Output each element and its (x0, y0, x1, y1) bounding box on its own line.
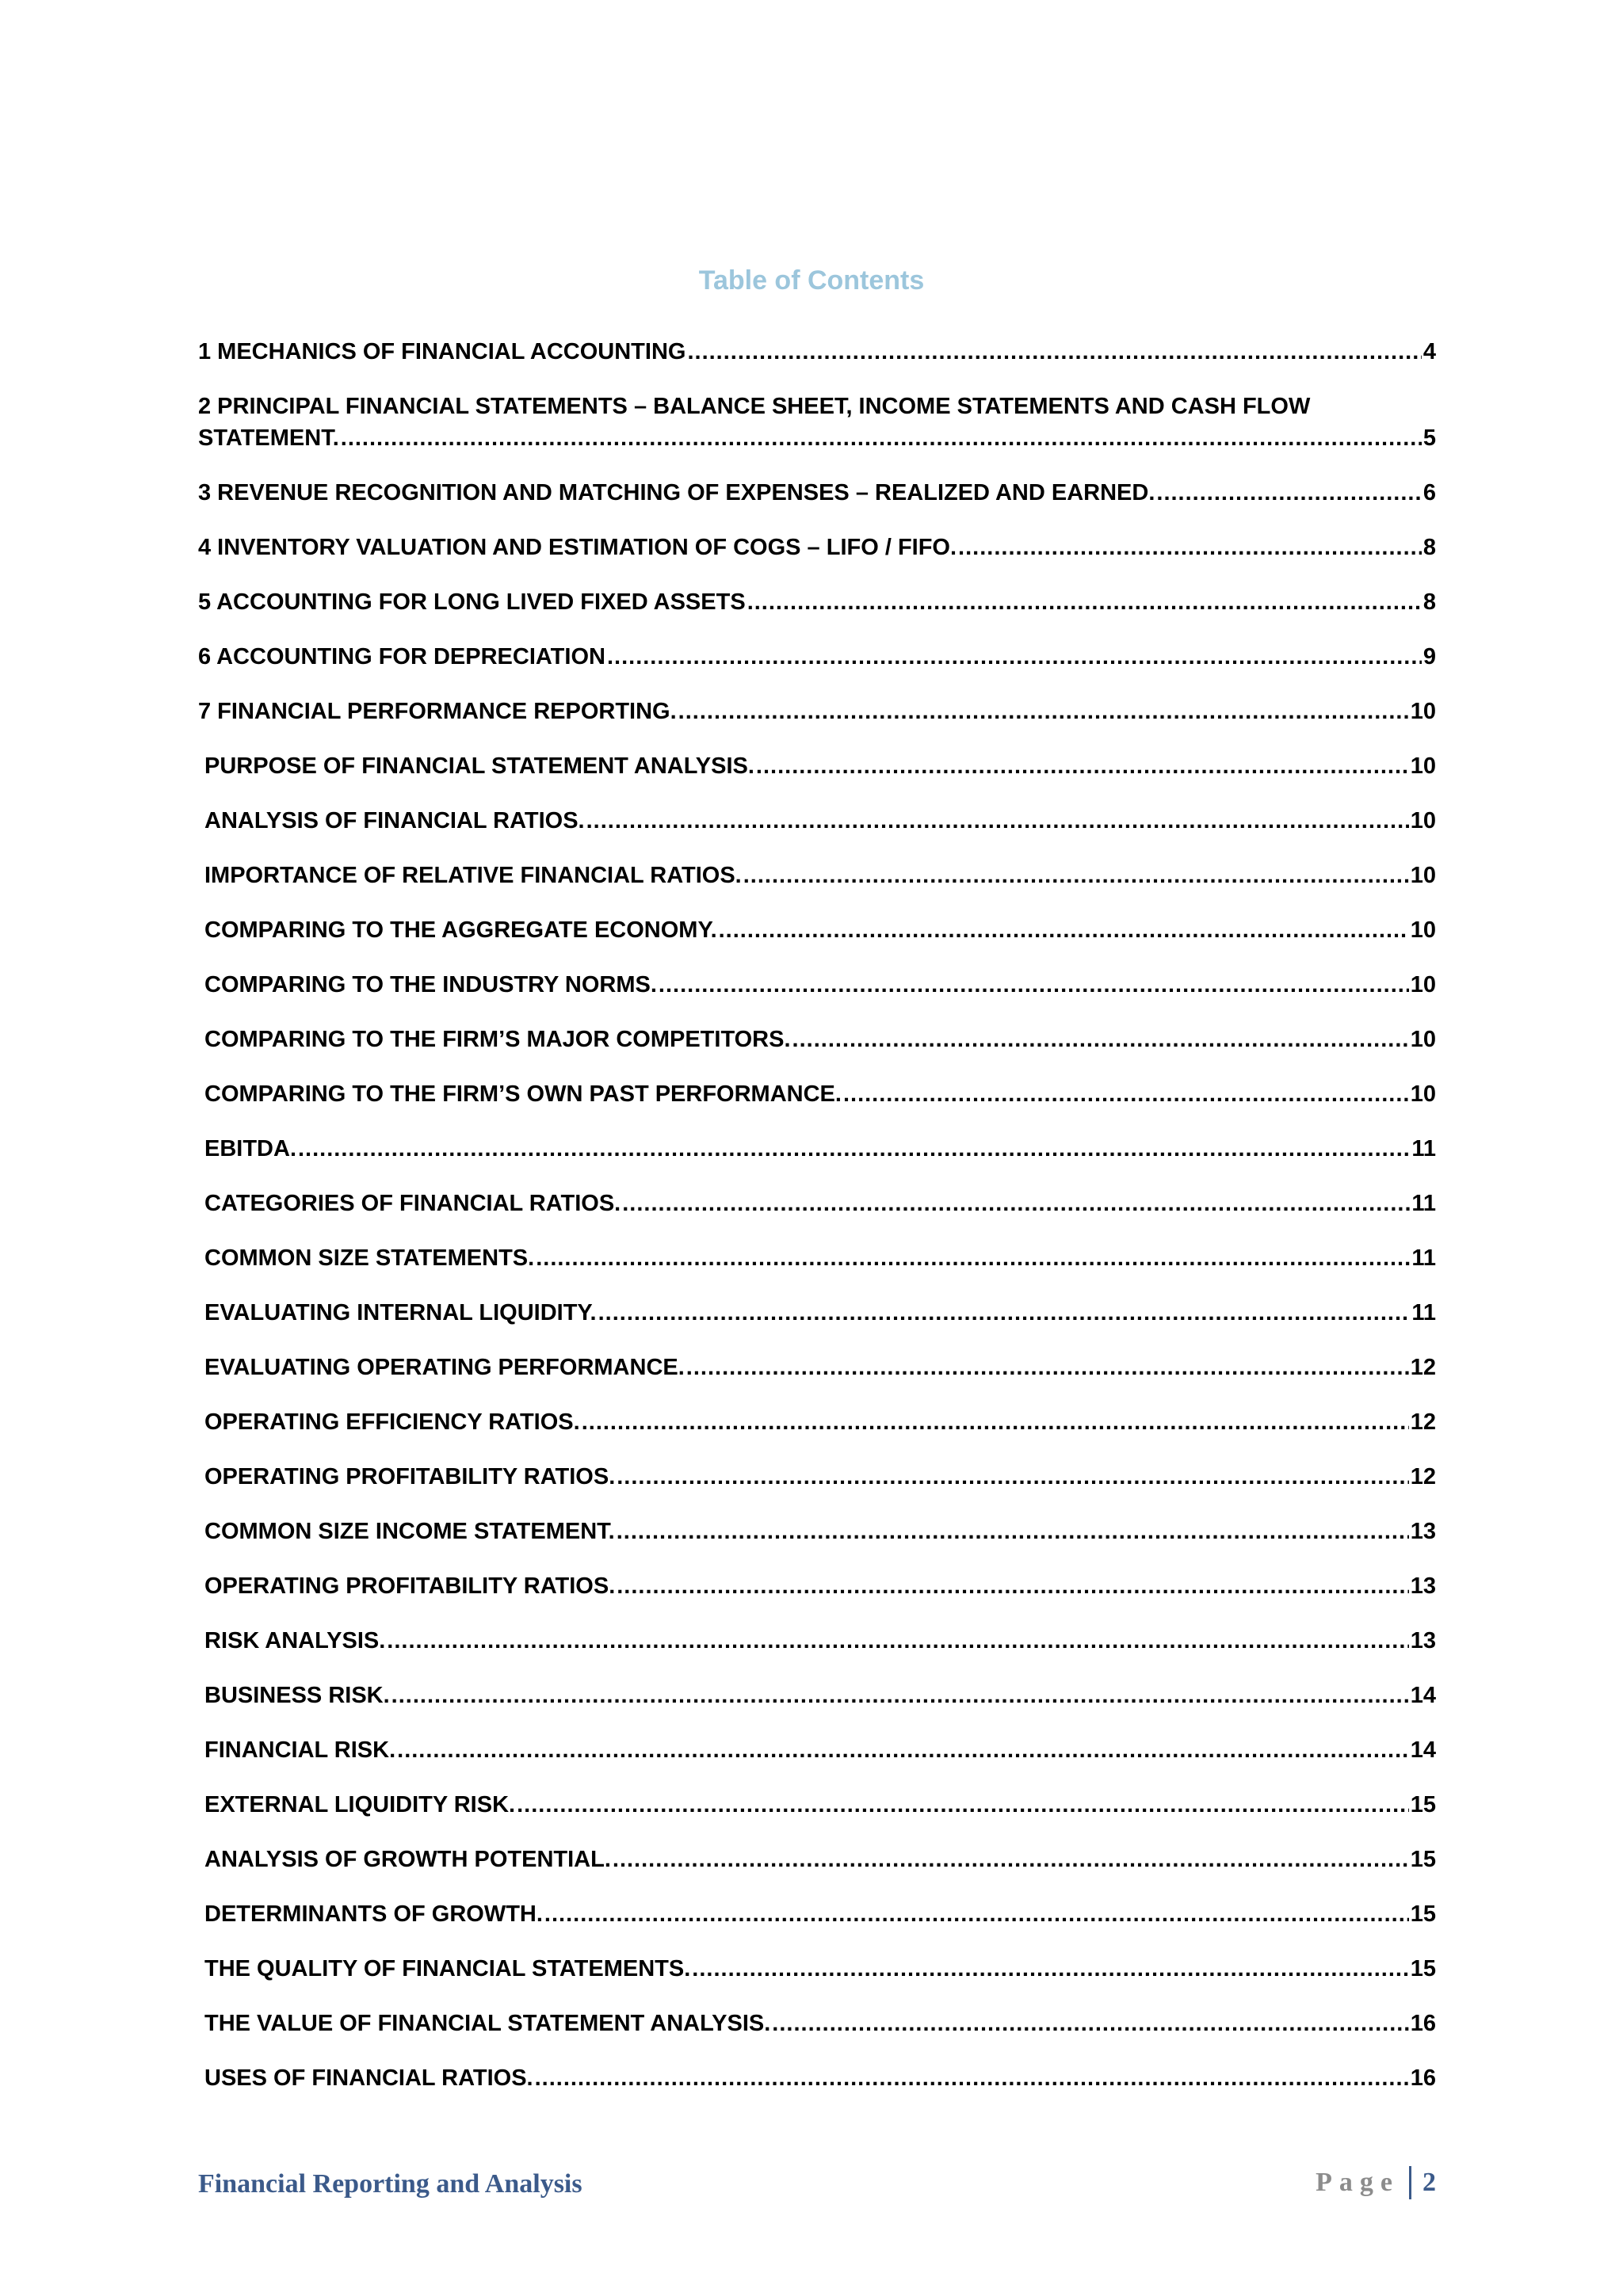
toc-entry-label: 7 FINANCIAL PERFORMANCE REPORTING. (198, 699, 677, 724)
toc-entry-label: 5 ACCOUNTING FOR LONG LIVED FIXED ASSETS (198, 589, 746, 615)
toc-entry[interactable] (198, 1024, 1436, 1055)
toc-dot-leader (535, 2062, 1409, 2094)
toc-entry-page-number: 4 (1423, 339, 1436, 364)
toc-dot-leader (613, 1844, 1409, 1875)
toc-entry-page-number: 14 (1410, 1737, 1436, 1763)
toc-dot-leader (686, 1352, 1409, 1383)
toc-entry-page-number: 10 (1410, 1027, 1436, 1052)
toc-entry[interactable] (198, 1898, 1436, 1930)
toc-entry-page-number: 15 (1410, 1792, 1436, 1817)
toc-entry-page-number: 5 (1423, 425, 1436, 451)
toc-entry[interactable] (198, 750, 1436, 782)
toc-entry-label: EVALUATING INTERNAL LIQUIDITY. (204, 1300, 597, 1325)
toc-entry[interactable] (198, 2062, 1436, 2094)
toc-entry-page-number: 8 (1423, 535, 1436, 560)
toc-dot-leader (598, 1297, 1411, 1329)
toc-entry[interactable] (198, 1734, 1436, 1766)
toc-entry-label: COMPARING TO THE INDUSTRY NORMS. (204, 972, 657, 997)
toc-dot-leader (1156, 477, 1421, 509)
toc-entry-page-number: 11 (1411, 1300, 1436, 1325)
toc-dot-leader (792, 1024, 1409, 1055)
toc-entry-page-number: 11 (1411, 1245, 1436, 1271)
footer-page-number: 2 (1423, 2168, 1436, 2197)
toc-entry-label: OPERATING PROFITABILITY RATIOS. (204, 1573, 616, 1599)
toc-entry[interactable] (198, 805, 1436, 837)
toc-dot-leader (692, 1953, 1408, 1985)
toc-entry-page-number: 9 (1423, 644, 1436, 669)
toc-dot-leader (678, 696, 1409, 727)
toc-entry-label: COMMON SIZE STATEMENTS. (204, 1245, 535, 1271)
toc-entry[interactable] (198, 1461, 1436, 1493)
toc-dot-leader (617, 1461, 1408, 1493)
toc-entry[interactable] (198, 641, 1436, 673)
toc-entry[interactable] (198, 1953, 1436, 1985)
toc-entry-label: OPERATING EFFICIENCY RATIOS. (204, 1409, 580, 1435)
toc-dot-leader (517, 1789, 1409, 1821)
toc-dot-leader (607, 641, 1422, 673)
toc-entry[interactable] (198, 391, 1436, 454)
toc-entry-label: 1 MECHANICS OF FINANCIAL ACCOUNTING (198, 339, 686, 364)
toc-entry-label: ANALYSIS OF FINANCIAL RATIOS. (204, 808, 585, 833)
footer-separator (1409, 2166, 1411, 2199)
toc-dot-leader (544, 1898, 1409, 1930)
toc-dot-leader (298, 1133, 1410, 1165)
toc-entry[interactable] (198, 914, 1436, 946)
toc-entry[interactable] (198, 1078, 1436, 1110)
footer-document-title: Financial Reporting and Analysis (198, 2169, 582, 2199)
toc-entry-label: ANALYSIS OF GROWTH POTENTIAL. (204, 1847, 611, 1872)
toc-entry-label: IMPORTANCE OF RELATIVE FINANCIAL RATIOS. (204, 863, 742, 888)
toc-entry[interactable] (198, 860, 1436, 891)
toc-entry-page-number: 12 (1410, 1409, 1436, 1435)
toc-entry[interactable] (198, 1188, 1436, 1219)
toc-dot-leader (536, 1242, 1410, 1274)
toc-entry-label: COMPARING TO THE FIRM’S OWN PAST PERFORMANCE. (204, 1081, 842, 1107)
toc-entry[interactable] (198, 1625, 1436, 1657)
toc-dot-leader (772, 2008, 1408, 2039)
toc-entry[interactable] (198, 1516, 1436, 1547)
toc-dot-leader (582, 1406, 1409, 1438)
toc-entry-page-number: 10 (1410, 808, 1436, 833)
toc-entry[interactable] (198, 1844, 1436, 1875)
toc-entry-page-number: 15 (1410, 1901, 1436, 1927)
toc-entry-label: THE QUALITY OF FINANCIAL STATEMENTS. (204, 1956, 691, 1981)
toc-entry[interactable] (198, 1242, 1436, 1274)
toc-dot-leader (586, 805, 1409, 837)
toc-entry-page-number: 13 (1410, 1519, 1436, 1544)
toc-entry[interactable] (198, 969, 1436, 1001)
toc-entry-label: 2 PRINCIPAL FINANCIAL STATEMENTS – BALANCE SHEET, INCOME STATEMENTS AND CASH FLOW (198, 394, 1311, 419)
toc-dot-leader (747, 586, 1422, 618)
toc-entry-page-number: 6 (1423, 480, 1436, 505)
toc-dot-leader (617, 1570, 1408, 1602)
toc-entry[interactable] (198, 532, 1436, 563)
toc-entry-label: 4 INVENTORY VALUATION AND ESTIMATION OF COGS – LIFO / FIFO. (198, 535, 957, 560)
toc-dot-leader (341, 422, 1422, 454)
toc-entry-label: EVALUATING OPERATING PERFORMANCE. (204, 1355, 685, 1380)
toc-entry-label: CATEGORIES OF FINANCIAL RATIOS. (204, 1191, 621, 1216)
toc-entry-page-number: 16 (1410, 2011, 1436, 2036)
toc-dot-leader (756, 750, 1409, 782)
toc-entry-page-number: 16 (1410, 2065, 1436, 2091)
toc-entry-label: BUSINESS RISK. (204, 1683, 390, 1708)
table-of-contents (198, 336, 1436, 2117)
toc-entry-label: EXTERNAL LIQUIDITY RISK. (204, 1792, 516, 1817)
toc-entry-label: COMPARING TO THE FIRM’S MAJOR COMPETITORS. (204, 1027, 791, 1052)
toc-dot-leader (397, 1734, 1409, 1766)
toc-entry-label: RISK ANALYSIS. (204, 1628, 386, 1653)
toc-entry-label: 6 ACCOUNTING FOR DEPRECIATION (198, 644, 605, 669)
toc-entry[interactable] (198, 1297, 1436, 1329)
toc-dot-leader (719, 914, 1409, 946)
toc-entry-label: THE VALUE OF FINANCIAL STATEMENT ANALYSIS. (204, 2011, 771, 2036)
toc-entry[interactable] (198, 586, 1436, 618)
toc-entry-label: DETERMINANTS OF GROWTH. (204, 1901, 543, 1927)
toc-dot-leader (687, 336, 1421, 368)
toc-entry[interactable] (198, 1352, 1436, 1383)
footer-page-word: Page (1316, 2168, 1400, 2197)
toc-entry-page-number: 10 (1410, 863, 1436, 888)
toc-entry[interactable] (198, 1570, 1436, 1602)
toc-dot-leader (387, 1625, 1408, 1657)
toc-dot-leader (617, 1516, 1409, 1547)
toc-dot-leader (391, 1680, 1409, 1711)
toc-entry[interactable] (198, 336, 1436, 368)
toc-entry-label: OPERATING PROFITABILITY RATIOS. (204, 1464, 616, 1489)
toc-entry-page-number: 15 (1410, 1956, 1436, 1981)
toc-entry[interactable] (198, 2008, 1436, 2039)
toc-entry-page-number: 15 (1410, 1847, 1436, 1872)
footer-page-indicator (1316, 2166, 1436, 2199)
toc-entry-page-number: 10 (1410, 699, 1436, 724)
toc-entry[interactable] (198, 1406, 1436, 1438)
toc-entry-page-number: 10 (1410, 917, 1436, 943)
toc-entry[interactable] (198, 1133, 1436, 1165)
toc-entry-label: 3 REVENUE RECOGNITION AND MATCHING OF EXPENSES – REALIZED AND EARNED. (198, 480, 1155, 505)
toc-entry[interactable] (198, 477, 1436, 509)
toc-entry-label: PURPOSE OF FINANCIAL STATEMENT ANALYSIS. (204, 753, 754, 779)
toc-entry[interactable] (198, 696, 1436, 727)
toc-entry-label: USES OF FINANCIAL RATIOS. (204, 2065, 533, 2091)
toc-dot-leader (843, 1078, 1409, 1110)
toc-entry[interactable] (198, 1789, 1436, 1821)
toc-dot-leader (743, 860, 1409, 891)
toc-entry-page-number: 12 (1410, 1464, 1436, 1489)
toc-entry-page-number: 11 (1411, 1136, 1436, 1161)
toc-entry-page-number: 10 (1410, 753, 1436, 779)
toc-entry[interactable] (198, 1680, 1436, 1711)
toc-dot-leader (958, 532, 1422, 563)
toc-entry-page-number: 10 (1410, 972, 1436, 997)
toc-dot-leader (622, 1188, 1410, 1219)
toc-entry-page-number: 13 (1410, 1628, 1436, 1653)
toc-entry-page-number: 11 (1411, 1191, 1436, 1216)
toc-entry-label: COMMON SIZE INCOME STATEMENT. (204, 1519, 615, 1544)
toc-entry-page-number: 10 (1410, 1081, 1436, 1107)
toc-entry-page-number: 8 (1423, 589, 1436, 615)
toc-entry-page-number: 13 (1410, 1573, 1436, 1599)
toc-entry-page-number: 12 (1410, 1355, 1436, 1380)
toc-dot-leader (659, 969, 1409, 1001)
toc-entry-label: EBITDA. (204, 1136, 296, 1161)
toc-entry-page-number: 14 (1410, 1683, 1436, 1708)
toc-entry-label-continued: STATEMENT. (198, 425, 339, 451)
toc-entry-label: COMPARING TO THE AGGREGATE ECONOMY. (204, 917, 717, 943)
toc-title: Table of Contents (698, 265, 925, 296)
toc-entry-label: FINANCIAL RISK. (204, 1737, 396, 1763)
